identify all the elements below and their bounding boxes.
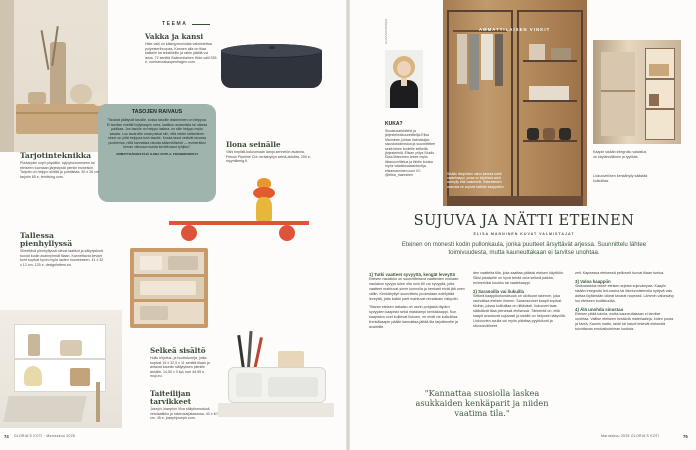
section-label-rule [192, 24, 210, 25]
tallessa-body: Siirrettävä pienhyllyssä olevat laatikot ja säilytyskorit tuovat kodin avainryhmät tilaan. Kannettavat kevyet korit sopivat hyvin myös lasten huoneeseen. 41 x 32 x 12 cm, 125 e, designletters.eu. [20, 249, 104, 267]
tasojen-caption: AMMATTIJÄRJESTÄJÄ ILONA UOTILA, FRAMBRANDS.FI [116, 151, 198, 156]
ilona-title: Ilona seinälle [226, 140, 281, 149]
col2-subhead: 2) Saranoilla vai liukuilla [473, 288, 525, 294]
taiteilijan-item [150, 390, 222, 421]
col1-subhead: 1) Tutki vaatteet syvyyttä, kengät leveyttä [369, 272, 456, 277]
wooden-objects-photo [0, 0, 108, 152]
column-3 [575, 271, 675, 332]
col3-body-4: Eteisen pitää toimia, mutta kauneuttakaan ei tarvitse unohtaa. Valitse eteiseen kestäviä materiaaleja, kuten puuta ja kiveä. Kaunis matto, taide tai kasvit tekevät eteisestä toivottavan ensivaikutelman kodista. [575, 312, 674, 332]
right-caption-1: Kaapin sisään integroitu valaistus on käytännöllinen ja tyylikäs. [593, 150, 647, 159]
woven-drawers-photo [128, 248, 210, 328]
desk-organizer-photo [218, 305, 334, 417]
tasojen-body: "Tavarat päätyvät tasoille, koska tasoille laskeminen on helppoa. Ei tarvitse miettiä hyllykaapin ovea, laatikon avaamista tai oikeaa paikkaa. Jos tasolle on helppo laskea, on sille helppo myös kasata. Luo tavaroille omat paikat niin, että niiden laittaminen sinne on yhtä helppoa kuin tasolle. Koska tasot vetävät tavaraa puoleensa, niitä kannattaa raivata säännöllisesti — esimerkiksi kerran viikossa muista kerätä tasot tyhjiksi." [106, 118, 208, 149]
kuka-body: Sisustusarkkitehti ja järjestelmäsuunnittelija Elisa Manninen johtaa Valmistajat-sisustustoimistoa ja suunnittelee sekä tekee kodeille selkeitä järjestelmiä. Elisan yritys Studio Elisa Manninen tekee myös tilasuunnittelua ja tiimiin kuuluu myös valaistusasiantuntija. elisamanninen.com IG: @elisa_manninen [385, 129, 436, 178]
vakka-body: Hide-valli on käsinjyrrunioista valmistettua polyesterihuopaa. Kannen alla on tilaa kaikelle tai tekstiileille ja rahin päällä voi istua. 72 senttiä Ssämmilainen Hide-valli 335 e, normannakaupenhagen.com. [145, 42, 217, 65]
shelf-organizer-photo [0, 310, 122, 428]
right-page [349, 0, 696, 450]
lit-cabinet-photo [593, 40, 681, 144]
ilona-item [226, 141, 312, 164]
col2-body-2: Selkeä kaappikokonaisuus on ulottuvat rakenne, joka rauhoittaa eteisen ilmeen. Saranaoviset kaapit sopivat tiloihin, joissa kulkutilaa on riittävästi, liukuovet taas säästävät tilaa pienessä eteisessä. Tärkeintä on, että kaapit avautuvat sujuvasti ja sisältö on helposti näkyvillä. Liukuovien avulla voi myös piilottaa pyykkikorit ja siivousvälineet. [473, 294, 566, 328]
article-byline: ELISA MANNINEN KUVAT VALMISTAJAT [473, 232, 575, 236]
col3-subhead-4: 4) Älä unohda sinustaa [575, 306, 624, 312]
left-footer: GLORIA'S KOTI · Marraskuu 2025 [14, 434, 76, 439]
tarjotin-body: Puutarjotin sopii pöydälle, kylpyhuoneeseen tai eteiseen tuomaan järjestystä pieniin esineisiin. Tarjotin on helppo siirtää ja puhdistaa. 30 x 26 cm tarjotin 65 e, femliving.com. [20, 161, 99, 179]
pull-quote: "Kannattaa suosiolla laskea asukkaiden kenkäparit ja niiden vaatima tila." [399, 386, 565, 420]
tarjotin-title: Tarjotinteknikka [20, 151, 92, 160]
column-2 [473, 271, 569, 328]
section-label: TEEMA [162, 21, 188, 27]
taiteilijan-title: Taiteilijan tarvikkeet [150, 389, 192, 406]
taiteilijan-body: Joseph Josephin Viva säilytinmoduuli vetolaatikko ja lokerosarjatasossa, 40 x 40 cm, 45 e, josephjoseph.com. [150, 407, 218, 421]
red-wall-shelf-photo [165, 178, 315, 248]
vakka-title: Vakka ja kansi [145, 32, 204, 41]
right-page-number: 75 [683, 434, 688, 439]
selkea-item [150, 347, 214, 379]
hide-storage-box-photo [215, 40, 330, 92]
ilona-body: Vähi implisti-kokoomaan lampi-sennetön avaimia, Pekoni Pipeline Oui -teräshyllyn seinä-aidoilta, 250 e, myyntikeng.fi. [226, 150, 311, 164]
right-caption-2: Liukuovellinen kenkähylly säästää kulkutilaa. [593, 174, 648, 183]
article-standfirst: Eteinen on monesti kodin pullonkaula, jonka puutteet ärsyttävät arjessa. Suunnittelu lähtee toimivuudesta, mutta kauneuttakaan ei tarvitse unohtaa. [401, 241, 647, 257]
tasojen-title: TASOJEN RAIVAUS [131, 109, 183, 115]
kuka-title: KUKA? [385, 121, 403, 127]
col1-body-2: Tilavan eteisen ratkaisu on usein pohjasta täyden syvyyden kaapisto sekä matalampi kenkäkaappi. Kun kaapiston ovet kulkevat liukuen, ne eivät vie kulkutilaa. Kenkäkaapin päälle kannattaa jättää tila tarjottimelle ja avaimille. [369, 304, 459, 329]
article-headline: SUJUVA JA NÄTTI ETEINEN [413, 212, 635, 229]
col3-body-3: Sisävalaistus tekee eteisen arjesta sujuvampaa. Kaapin sisään integroitu led-nauha tai liiketunnistimella syttyvä valo auttaa löytämään oikeat tavarat nopeasti. Lämmin valonsävy luo eteiseen kodikkuutta. [575, 284, 675, 304]
col2-body: den vaatteita tilla, joka saattaa pääsisi eteisen käyttöön. Siksi jokaiselle on hyvä tehdä oma selkeä paikka, esimerkiksi koukku tai vaatekaappi. [473, 271, 565, 285]
tallessa-item [20, 232, 104, 267]
right-footer: Marraskuu 2025 GLORIA'S KOTI [601, 434, 660, 439]
kuka-box [385, 121, 437, 177]
column-1 [369, 271, 466, 329]
tallessa-title: Tallessa pienhyllyssä [20, 231, 73, 248]
left-page-number: 74 [4, 434, 9, 439]
vakka-item [145, 33, 217, 65]
selkea-title: Selkeä sisältö [150, 346, 206, 355]
left-page [0, 0, 347, 450]
col1-body: Eteisen naulakko on suunnitteltava vaatteiden mukaan: naulakon syvyys tulee olla noin 60 cm syvyyttä, jotta vaatteet mahtuvat sinne kunnolla ja henkarit eivät jää oven väliin. Kenkähyllyn suunnittelu puolestaan edellyttää leveyttä, jotta kaikki parit mahtuvat rinnakkain näkyviin. [369, 277, 465, 302]
col3-intro: zeit. Kapeassa eteisessä peilioveit tuovat tilaan tuntua. [575, 271, 665, 275]
ammattilaisen-label: AMMATTILAISEN VINKIT [479, 27, 551, 32]
right-side-label: ELISA MANNINEN [384, 18, 388, 44]
tarjotin-item [20, 152, 104, 179]
portrait-photo [385, 50, 423, 108]
selkea-body: Hullu kirjoitus- ja huoltokoreja, jotka sopivat 15 x 32,5 x 11 senttiä tilaan ja antavat kauniin säilytyksen pienille asioille. 14,50 x 3 kpl, kori 44,95 e, muji.eu. [150, 356, 210, 379]
col3-subhead-3: 3) Valoa kaappiin [575, 278, 611, 284]
wardrobe-caption: Sisään lämpöisen valon kanssa toimii vaatekaappi, jossa on käytössä sekä avohylly että vaaterekki. Rakenteiden ansiosta ne sopivat kaikkiin kaappeihin. [447, 172, 505, 189]
